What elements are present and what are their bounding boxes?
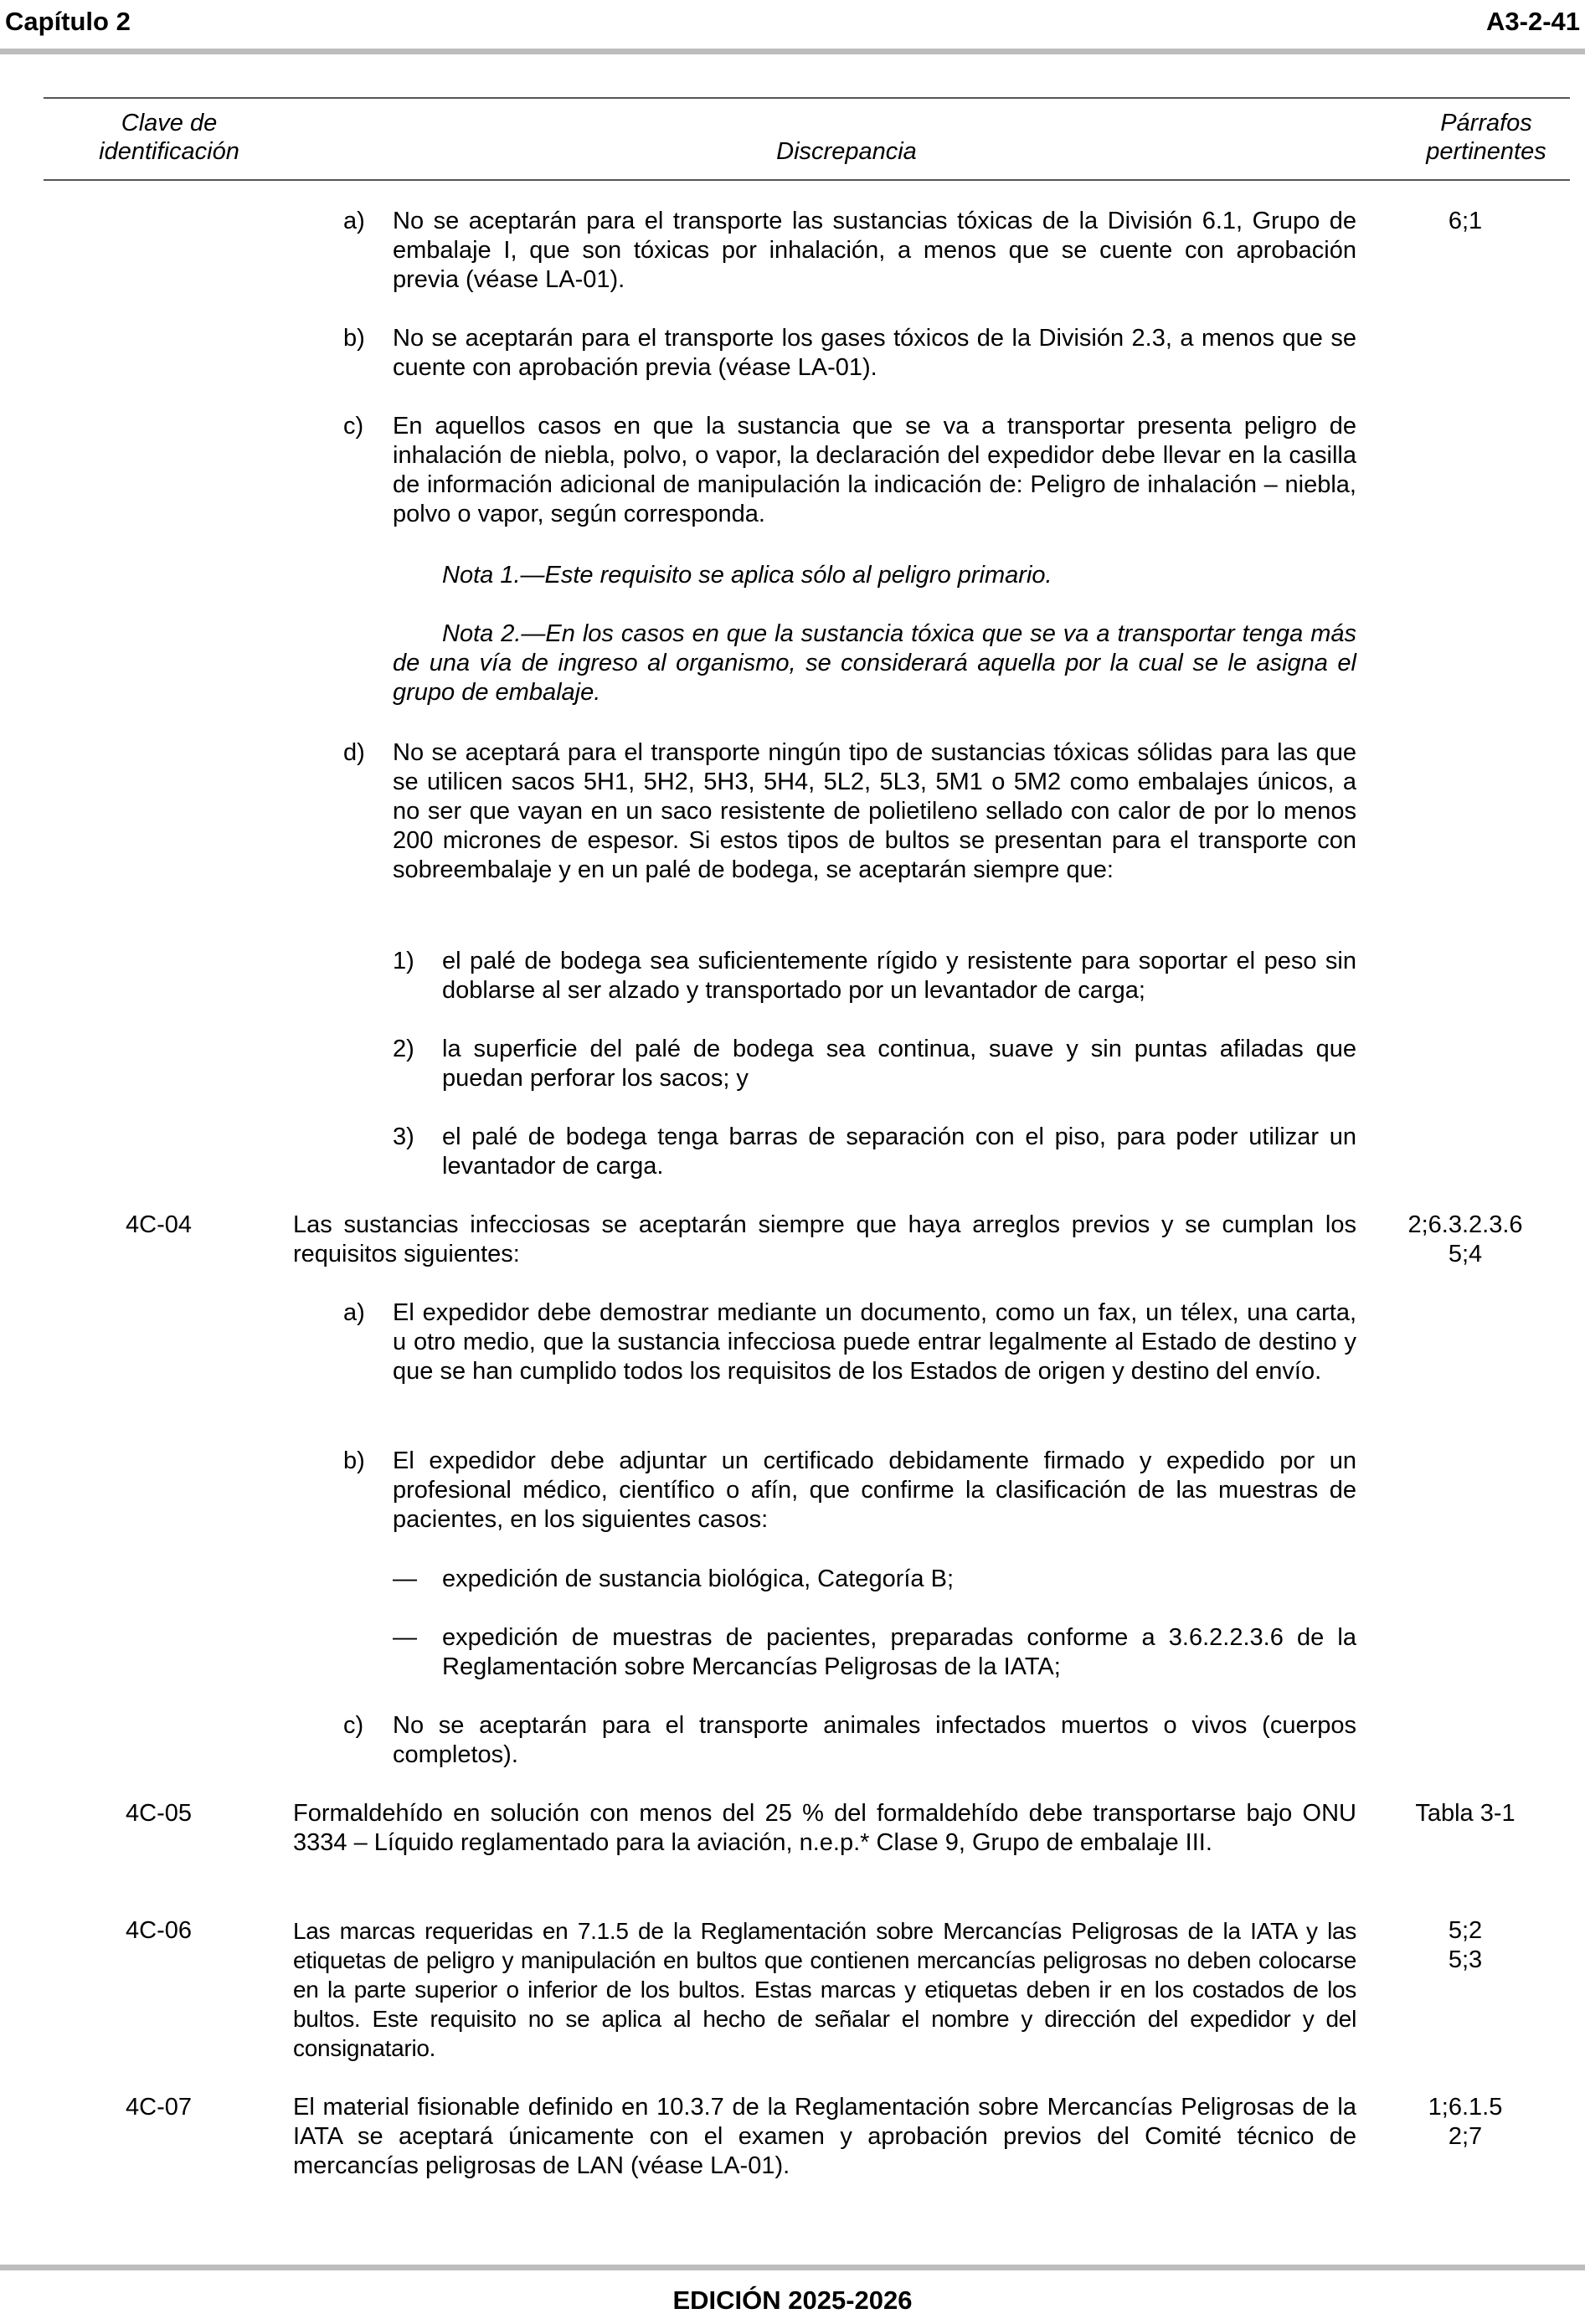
item-text: No se aceptarán para el transporte las sustancias tóxicas de la División 6.1, Grupo de embalaje I, que son tóxicas por inhalación, a menos que se cuente con aprobación previa (véase LA-01). xyxy=(393,208,1356,293)
note-1: Nota 1.—Este requisito se aplica sólo al peligro primario. xyxy=(442,562,1052,589)
entry-id: 4C-04 xyxy=(126,1211,192,1238)
item-text: El expedidor debe demostrar mediante un documento, como un fax, un télex, una carta, u otro medio, que la sustancia infecciosa puede entrar legalmente al Estado de destino y que se han cumplido todos los requisitos de los Estados de origen y destino del envío. xyxy=(393,1299,1356,1385)
dash-marker: — xyxy=(393,1566,417,1592)
item-text: En aquellos casos en que la sustancia que se va a transportar presenta peligro de inhalación de niebla, polvo, o vapor, la declaración del expedidor debe llevar en la casilla de información adicional de manipulación la indicación de: Peligro de inhalación – niebla, polvo o vapor, según corresponda. xyxy=(393,413,1356,527)
entry-id: 4C-07 xyxy=(126,2094,192,2121)
entry-id: 4C-06 xyxy=(126,1917,192,1944)
item-text: No se aceptarán para el transporte animales infectados muertos o vivos (cuerpos completos). xyxy=(393,1712,1356,1768)
item-text: expedición de muestras de pacientes, preparadas conforme a 3.6.2.2.3.6 de la Reglamentación sobre Mercancías Peligrosas de la IATA; xyxy=(442,1624,1356,1680)
entry-text: Formaldehído en solución con menos del 25 % del formaldehído debe transportarse bajo ONU 3334 – Líquido reglamentado para la aviación, n.e.p.* Clase 9, Grupo de embalaje III. xyxy=(293,1800,1356,1856)
column-header-discrepancy: Discrepancia xyxy=(776,138,917,165)
item-label: d) xyxy=(343,739,365,766)
column-header-references: Párrafos pertinentes xyxy=(1426,110,1546,165)
footer-rule xyxy=(0,2265,1585,2270)
item-text: El expedidor debe adjuntar un certificado debidamente firmado y expedido por un profesional médico, científico o afín, que confirme la clasificación de las muestras de pacientes, en los siguientes casos: xyxy=(393,1447,1356,1533)
reference-cell: Tabla 3-1 xyxy=(1415,1800,1516,1827)
item-text: No se aceptará para el transporte ningún tipo de sustancias tóxicas sólidas para las que se utilicen sacos 5H1, 5H2, 5H3, 5H4, 5L2, 5L3, 5M1 o 5M2 como embalajes únicos, a no ser que vayan en un saco resistente de polietileno sellado con calor de por lo menos 200 micrones de espesor. Si estos tipos de bultos se presentan para el transporte con sobreembalaje y en un palé de bodega, se aceptarán siempre que: xyxy=(393,739,1356,883)
list-item xyxy=(0,207,1585,299)
item-text: expedición de sustancia biológica, Categoría B; xyxy=(442,1566,954,1592)
item-text: el palé de bodega sea suficientemente rígido y resistente para soportar el peso sin doblarse al ser alzado y transportado por un levantador de carga; xyxy=(442,948,1356,1004)
entry-id: 4C-05 xyxy=(126,1800,192,1827)
reference-cell: 1;6.1.5 2;7 xyxy=(1428,2094,1503,2150)
item-text: el palé de bodega tenga barras de separación con el piso, para poder utilizar un levantador de carga. xyxy=(442,1123,1356,1180)
reference-cell: 2;6.3.2.3.6 5;4 xyxy=(1407,1211,1523,1267)
item-label: b) xyxy=(343,1447,365,1474)
item-label: a) xyxy=(343,208,365,234)
item-label: 3) xyxy=(393,1123,414,1150)
item-label: a) xyxy=(343,1299,365,1326)
table-header xyxy=(44,97,1570,181)
dash-marker: — xyxy=(393,1624,417,1651)
chapter-title: Capítulo 2 xyxy=(5,7,131,36)
edition-footer: EDICIÓN 2025-2026 xyxy=(672,2285,913,2315)
page-number: A3-2-41 xyxy=(1486,7,1580,36)
item-label: c) xyxy=(343,413,364,440)
reference-cell: 6;1 xyxy=(1448,208,1483,234)
entry-text: El material fisionable definido en 10.3.7 de la Reglamentación sobre Mercancías Peligrosas de la IATA se aceptará únicamente con el examen y aprobación previos del Comité técnico de mercancías peligrosas de LAN (véase LA-01). xyxy=(293,2094,1356,2179)
item-label: b) xyxy=(343,325,365,352)
entry-text: Las sustancias infecciosas se aceptarán siempre que haya arreglos previos y se cumplan los requisitos siguientes: xyxy=(293,1211,1356,1267)
entry-text: Las marcas requeridas en 7.1.5 de la Reglamentación sobre Mercancías Peligrosas de la IATA y las etiquetas de peligro y manipulación en bultos que contienen mercancías peligrosas no deben colocarse en la parte superior o inferior de los bultos. Estas marcas y etiquetas deben ir en los costados de los bultos. Este requisito no se aplica al hecho de señalar el nombre y dirección del expedidor y del consignatario. xyxy=(293,1918,1356,2061)
item-text: No se aceptarán para el transporte los gases tóxicos de la División 2.3, a menos que se cuente con aprobación previa (véase LA-01). xyxy=(393,325,1356,381)
item-label: 2) xyxy=(393,1036,414,1062)
note-2: Nota 2.—En los casos en que la sustancia tóxica que se va a transportar tenga más de una vía de ingreso al organismo, se considerará aquella por la cual se le asigna el grupo de embalaje. xyxy=(393,620,1356,706)
column-header-id: Clave de identificación xyxy=(99,110,239,165)
item-label: 1) xyxy=(393,948,414,974)
reference-cell: 5;2 5;3 xyxy=(1448,1917,1483,1973)
item-label: c) xyxy=(343,1712,364,1739)
item-text: la superficie del palé de bodega sea continua, suave y sin puntas afiladas que puedan perforar los sacos; y xyxy=(442,1036,1356,1092)
header-rule xyxy=(0,49,1585,54)
